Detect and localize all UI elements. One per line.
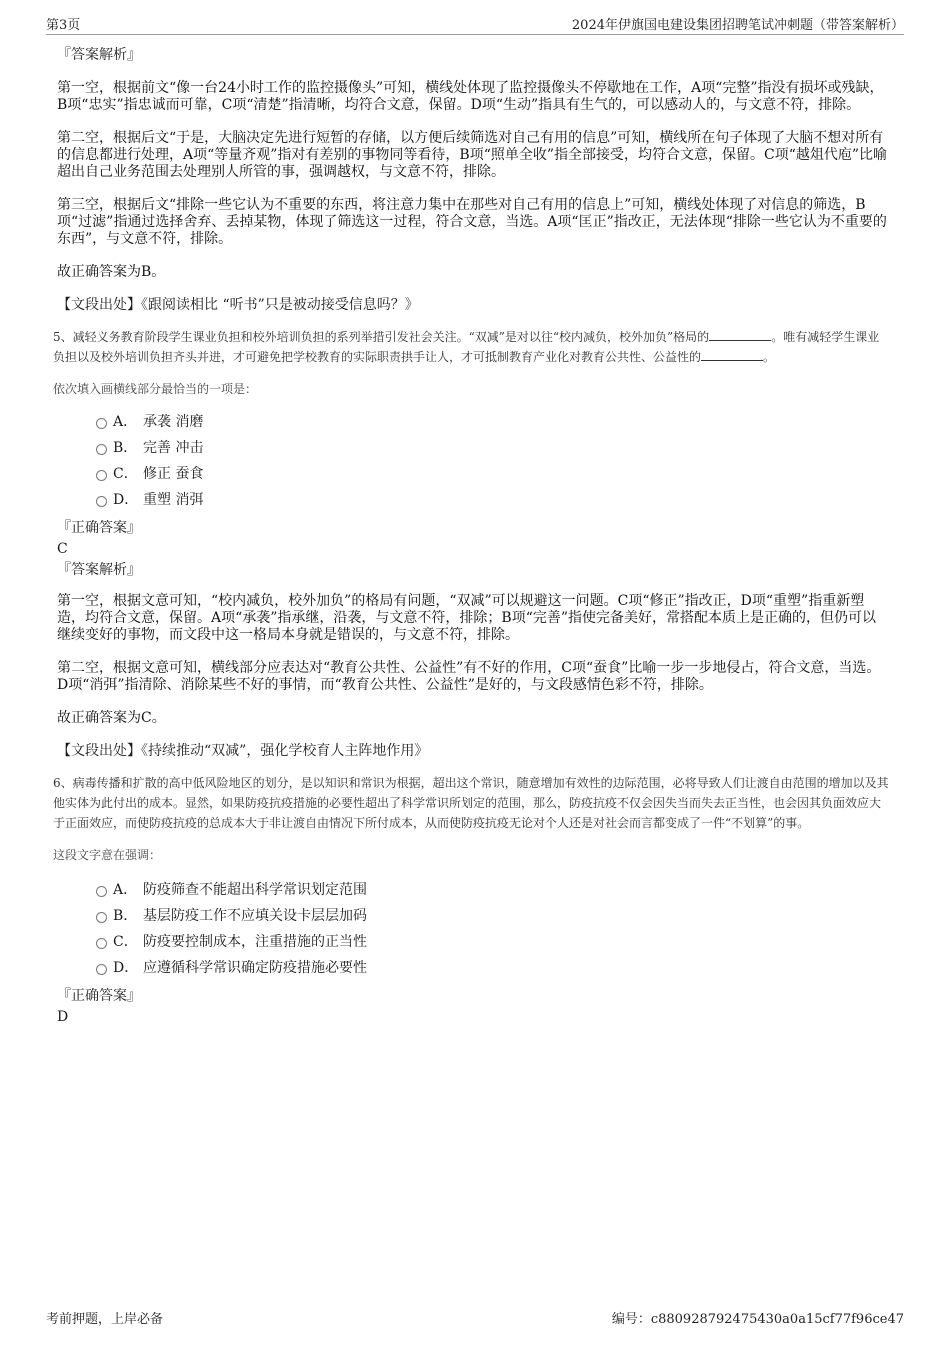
q5-analysis-para-2: 第二空，根据文意可知，横线部分应表达对“教育公共性、公益性”有不好的作用，C项“蚕食”比喻一步一步地侵占，符合文意，当选。D项“消弭”指清除、消除某些不好的事情，而“教育公共性、公益性”是好的，与文段感情色彩不符，排除。 <box>57 660 881 693</box>
radio-icon[interactable] <box>96 912 107 923</box>
q4-analysis-para-2: 第二空，根据后文“于是，大脑决定先进行短暂的存储，以方便后续筛选对自己有用的信息”可知，横线所在句子体现了大脑不想对所有的信息都进行处理，A项“等量齐观”指对有差别的事物同等看待，B项“照单全收”指全部接受，均符合文意，保留。C项“越俎代庖”比喻超出自己业务范围去处理别人所管的事，强调越权，与文意不符，排除。 <box>57 130 888 180</box>
q5-blank-1 <box>709 328 771 341</box>
document-title: 2024年伊旗国电建设集团招聘笔试冲刺题（带答案解析） <box>571 18 904 33</box>
q5-source: 【文段出处】《持续推动“双减”，强化学校育人主阵地作用》 <box>57 743 429 759</box>
radio-icon[interactable] <box>96 470 107 481</box>
radio-icon[interactable] <box>96 418 107 429</box>
q6-option-d[interactable]: D． 应遵循科学常识确定防疫措施必要性 <box>57 955 890 981</box>
q6-option-a[interactable]: A． 防疫筛查不能超出科学常识划定范围 <box>57 877 890 903</box>
q4-conclusion: 故正确答案为B。 <box>57 264 166 280</box>
q6-correct-answer: D <box>57 1009 69 1025</box>
q5-option-a[interactable]: A． 承袭 消磨 <box>57 409 890 435</box>
radio-icon[interactable] <box>96 496 107 507</box>
q6-stem: 6、病毒传播和扩散的高中低风险地区的划分，是以知识和常识为根据，超出这个常识，随意增加有效性的边际范围，必将导致人们让渡自由范围的增加以及其他实体为此付出的成本。显然，如果防疫抗疫措施的必要性超出了科学常识所划定的范围，那么，防疫抗疫不仅会因失当而失去正当性，也会因其负面效应大于正面效应，而使防疫抗疫的总成本大于非让渡自由情况下所付成本，从而使防疫抗疫无论对个人还是对社会而言都变成了一件“不划算”的事。 <box>53 776 889 830</box>
q4-analysis-label: 『答案解析』 <box>57 47 141 63</box>
q6-correct-label: 『正确答案』 <box>57 988 141 1004</box>
q5-option-d[interactable]: D． 重塑 消弭 <box>57 487 890 513</box>
q4-analysis-para-3: 第三空，根据后文“排除一些它认为不重要的东西，将注意力集中在那些对自己有用的信息上”可知，横线处体现了对信息的筛选，B项“过滤”指通过选择舍弃、丢掉某物，体现了筛选这一过程，符合文意，当选。A项“匡正”指改正，无法体现“排除一些它认为不重要的东西”，与文意不符，排除。 <box>57 197 887 247</box>
q5-prompt: 依次填入画横线部分最恰当的一项是： <box>53 382 258 396</box>
q5-analysis-para-1: 第一空，根据文意可知，“校内减负，校外加负”的格局有问题，“双减”可以规避这一问题。C项“修正”指改正，D项“重塑”指重新塑造，均符合文意，保留。A项“承袭”指承继，沿袭，与文意不符，排除；B项“完善”指使完备美好，常搭配本质上是正确的，但仍可以继续变好的事物，而文段中这一格局本身就是错误的，与文意不符，排除。 <box>57 593 877 643</box>
q6-option-c[interactable]: C． 防疫要控制成本，注重措施的正当性 <box>57 929 890 955</box>
q5-conclusion: 故正确答案为C。 <box>57 710 166 726</box>
page-number: 第3页 <box>46 18 81 33</box>
q4-source: 【文段出处】《跟阅读相比 “听书”只是被动接受信息吗？》 <box>57 297 419 313</box>
radio-icon[interactable] <box>96 938 107 949</box>
page-content <box>53 44 890 1027</box>
radio-icon[interactable] <box>96 964 107 975</box>
q6-option-b[interactable]: B． 基层防疫工作不应填关设卡层层加码 <box>57 903 890 929</box>
q5-option-b[interactable]: B． 完善 冲击 <box>57 435 890 461</box>
q5-analysis-label: 『答案解析』 <box>57 562 141 578</box>
page-header <box>46 12 904 35</box>
q4-analysis-para-1: 第一空，根据前文“像一台24小时工作的监控摄像头”可知，横线处体现了监控摄像头不停歇地在工作，A项“完整”指没有损坏或残缺，B项“忠实”指忠诚而可靠，C项“清楚”指清晰，均符合文意，保留。D项“生动”指具有生气的，可以感动人的，与文意不符，排除。 <box>57 80 884 113</box>
q5-blank-2 <box>701 348 763 361</box>
q5-correct-label: 『正确答案』 <box>57 520 141 536</box>
q5-options <box>57 409 890 513</box>
q5-stem: 5、减轻义务教育阶段学生课业负担和校外培训负担的系列举措引发社会关注。“双减”是对以往“校内减负，校外加负”格局的 。唯有减轻学生课业负担以及校外培训负担齐头并进，才可避免把学校教育的实际职责拱手让人，才可抵制教育产业化对教育公共性、公益性的 。 <box>53 330 880 364</box>
document-id: 编号：c880928792475430a0a15cf77f96ce47 <box>611 1312 904 1327</box>
q5-correct-answer: C <box>57 541 68 557</box>
footer-slogan: 考前押题，上岸必备 <box>46 1312 164 1327</box>
radio-icon[interactable] <box>96 886 107 897</box>
radio-icon[interactable] <box>96 444 107 455</box>
q5-option-c[interactable]: C． 修正 蚕食 <box>57 461 890 487</box>
q6-options <box>57 877 890 981</box>
q6-prompt: 这段文字意在强调： <box>53 848 162 862</box>
